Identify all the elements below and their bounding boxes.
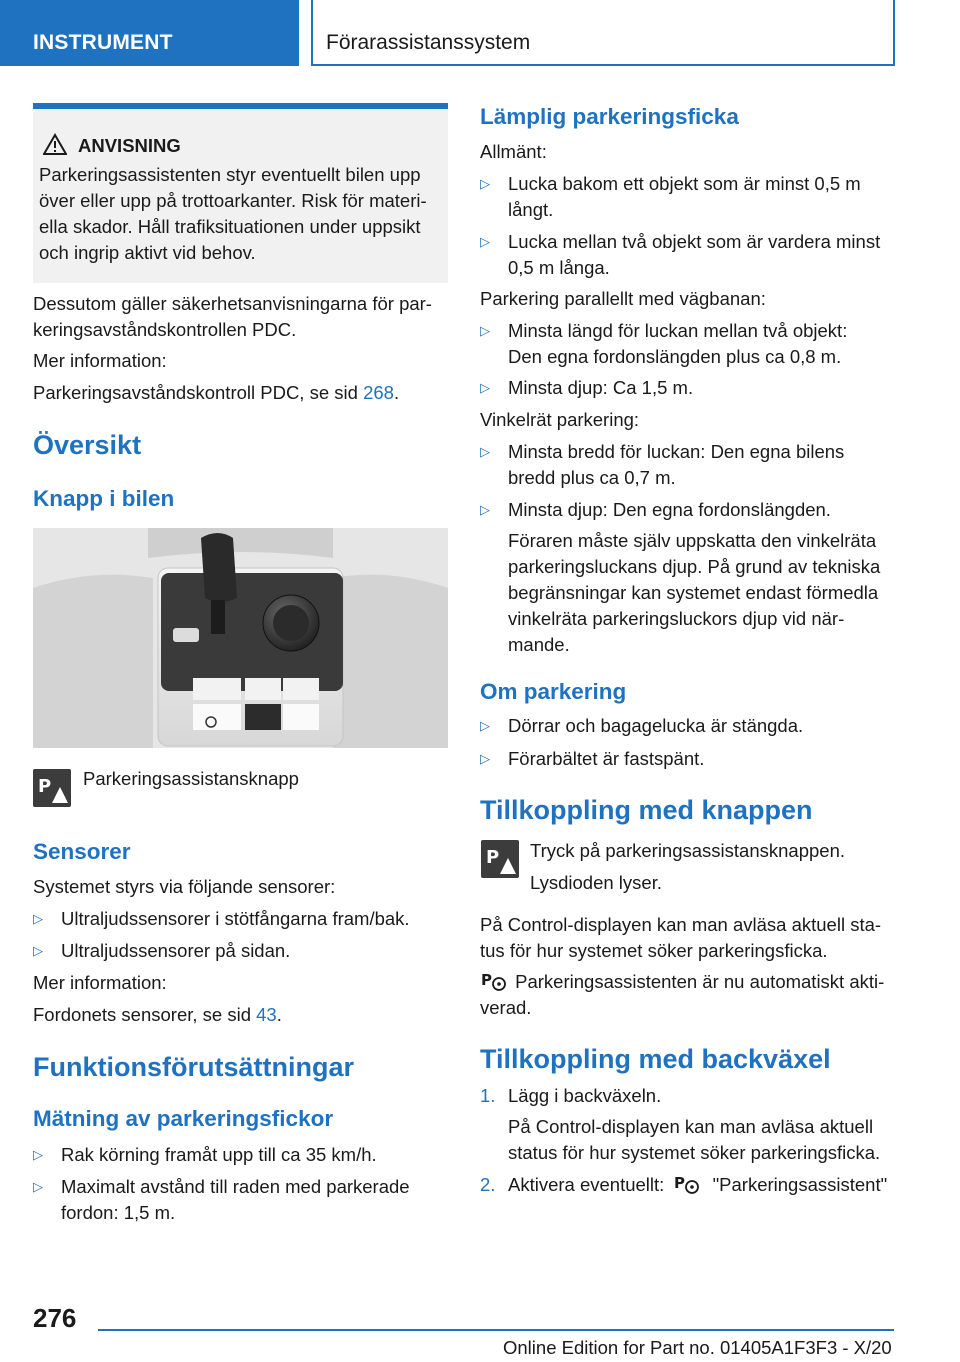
bullet-triangle-icon: ▷ bbox=[480, 380, 490, 395]
parking-assist-icon: P bbox=[33, 769, 71, 807]
bullet-triangle-icon: ▷ bbox=[33, 1179, 43, 1194]
bullet-triangle-icon: ▷ bbox=[480, 176, 490, 191]
measure-heading: Mätning av parkeringsfickor bbox=[33, 1106, 334, 1131]
bullet-triangle-icon: ▷ bbox=[480, 323, 490, 338]
list-item bbox=[480, 171, 880, 223]
reverse-heading: Tillkoppling med backväxel bbox=[480, 1044, 831, 1074]
list-item-text: Ultraljudssensorer i stötfångarna fram/bak. bbox=[61, 908, 410, 929]
list-item-text: Rak körning framåt upp till ca 35 km/h. bbox=[61, 1144, 377, 1165]
list-item bbox=[480, 229, 895, 281]
button-on-line1: Tryck på parkeringsassistansknappen. bbox=[530, 840, 845, 861]
warning-text: Parkeringsassistenten styr eventuellt bilen upp över eller upp på trottoarkanter. Risk för materi-ella skador. Håll trafiksituationen under uppsikt och ingrip aktivt vid behov. bbox=[39, 164, 427, 263]
svg-text:P: P bbox=[674, 1174, 686, 1192]
list-item bbox=[480, 318, 880, 370]
more-info-label: Mer information: bbox=[33, 350, 167, 371]
step-text: Aktivera eventuellt: bbox=[508, 1174, 665, 1195]
bullet-triangle-icon: ▷ bbox=[480, 751, 490, 766]
step-sub-text: På Control-displayen kan man avläsa aktuell status för hur systemet söker parkeringsficka. bbox=[508, 1116, 881, 1163]
bullet-triangle-icon: ▷ bbox=[33, 943, 43, 958]
overview-heading: Översikt bbox=[33, 430, 142, 460]
button-heading: Knapp i bilen bbox=[33, 486, 175, 511]
step-number: 1. bbox=[480, 1085, 496, 1106]
list-item-text: Minsta längd för luckan mellan två objekt: Den egna fordonslängden plus ca 0,8 m. bbox=[508, 320, 848, 367]
parking-assist-icon: P bbox=[481, 840, 519, 878]
func-heading: Funktionsförutsättningar bbox=[33, 1052, 354, 1082]
bullet-triangle-icon: ▷ bbox=[480, 502, 490, 517]
sensors-page-link[interactable]: 43 bbox=[256, 1004, 277, 1025]
list-item bbox=[480, 746, 895, 772]
button-on-heading: Tillkoppling med knappen bbox=[480, 795, 813, 825]
display-text: På Control-displayen kan man avläsa aktuell sta-tus för hur systemet söker parkeringsficka. bbox=[480, 914, 882, 961]
list-item bbox=[33, 906, 448, 932]
sensors-reference-text: Fordonets sensorer, se sid bbox=[33, 1004, 257, 1025]
list-item-text: Maximalt avstånd till raden med parkerade fordon: 1,5 m. bbox=[61, 1176, 410, 1223]
step-item bbox=[480, 1172, 895, 1198]
bullet-triangle-icon: ▷ bbox=[33, 911, 43, 926]
sensors-intro: Systemet styrs via följande sensorer: bbox=[33, 876, 336, 897]
footer-divider bbox=[98, 1329, 894, 1331]
photo-caption: Parkeringsassistansknapp bbox=[83, 768, 299, 789]
parking-assist-small-icon bbox=[480, 970, 510, 992]
list-item-text: Minsta djup: Den egna fordonslängden. bbox=[508, 499, 831, 520]
step-item bbox=[480, 1083, 895, 1109]
parking-heading: Om parkering bbox=[480, 679, 627, 704]
perp-note: Föraren måste själv uppskatta den vinkelräta parkeringsluckans djup. På grund av tekniska begränsningar kan systemet endast förmedla vinkelräta parkeringsluckors djup vid när-mande. bbox=[508, 530, 881, 655]
pdc-reference-text: Parkeringsavståndskontroll PDC, se sid bbox=[33, 382, 364, 403]
button-on-line2: Lysdioden lyser. bbox=[530, 872, 662, 893]
footer-edition: Online Edition for Part no. 01405A1F3F3 - X/20 bbox=[503, 1337, 892, 1358]
parallel-label: Parkering parallellt med vägbanan: bbox=[480, 288, 766, 309]
perp-label: Vinkelrät parkering: bbox=[480, 409, 640, 430]
list-item bbox=[480, 375, 895, 401]
list-item bbox=[480, 439, 880, 491]
list-item bbox=[33, 1174, 433, 1226]
general-label: Allmänt: bbox=[480, 141, 547, 162]
step-option-label: "Parkeringsassistent" bbox=[712, 1174, 888, 1195]
header-chapter-tab bbox=[311, 0, 895, 66]
list-item-text: Ultraljudssensorer på sidan. bbox=[61, 940, 291, 961]
bullet-triangle-icon: ▷ bbox=[480, 444, 490, 459]
page-number: 276 bbox=[33, 1303, 77, 1333]
warning-triangle-icon bbox=[43, 133, 67, 155]
header-chapter-label: Förarassistanssystem bbox=[326, 31, 531, 54]
list-item-text: Lucka bakom ett objekt som är minst 0,5 m långt. bbox=[508, 173, 861, 220]
list-item bbox=[33, 938, 448, 964]
list-item bbox=[480, 713, 895, 739]
activated-text-cont: verad. bbox=[480, 997, 532, 1018]
pdc-page-link[interactable]: 268 bbox=[363, 382, 394, 403]
pdc-reference-end: . bbox=[393, 382, 400, 403]
step-text: Lägg i backväxeln. bbox=[508, 1085, 662, 1106]
list-item bbox=[33, 1142, 448, 1168]
list-item bbox=[480, 497, 895, 523]
warning-title: ANVISNING bbox=[78, 135, 181, 156]
bullet-triangle-icon: ▷ bbox=[480, 718, 490, 733]
activated-text: Parkeringsassistenten är nu automatiskt akti- bbox=[515, 971, 885, 992]
list-item-text: Dörrar och bagagelucka är stängda. bbox=[508, 715, 804, 736]
step-number: 2. bbox=[480, 1174, 496, 1195]
activated-line bbox=[480, 969, 895, 995]
warning-box bbox=[33, 103, 448, 283]
header-section-label: INSTRUMENT bbox=[33, 31, 173, 54]
svg-text:P: P bbox=[481, 971, 492, 989]
header-section-tab bbox=[0, 0, 299, 66]
sensors-more-label: Mer information: bbox=[33, 972, 167, 993]
sensors-reference bbox=[33, 1002, 282, 1028]
center-console-photo bbox=[33, 528, 448, 748]
parking-assist-small-icon bbox=[673, 1173, 703, 1195]
bullet-triangle-icon: ▷ bbox=[480, 234, 490, 249]
list-item-text: Minsta bredd för luckan: Den egna bilens bredd plus ca 0,7 m. bbox=[508, 441, 845, 488]
sensors-reference-end: . bbox=[276, 1004, 282, 1025]
list-item-text: Lucka mellan två objekt som är vardera minst 0,5 m långa. bbox=[508, 231, 881, 278]
list-item-text: Förarbältet är fastspänt. bbox=[508, 748, 705, 769]
pdc-intro: Dessutom gäller säkerhetsanvisningarna för par-keringsavståndskontrollen PDC. bbox=[33, 293, 432, 340]
center-console-illustration bbox=[33, 528, 448, 748]
pocket-heading: Lämplig parkeringsficka bbox=[480, 104, 739, 129]
pdc-reference bbox=[33, 380, 399, 406]
sensors-heading: Sensorer bbox=[33, 839, 131, 864]
bullet-triangle-icon: ▷ bbox=[33, 1147, 43, 1162]
list-item-text: Minsta djup: Ca 1,5 m. bbox=[508, 377, 694, 398]
